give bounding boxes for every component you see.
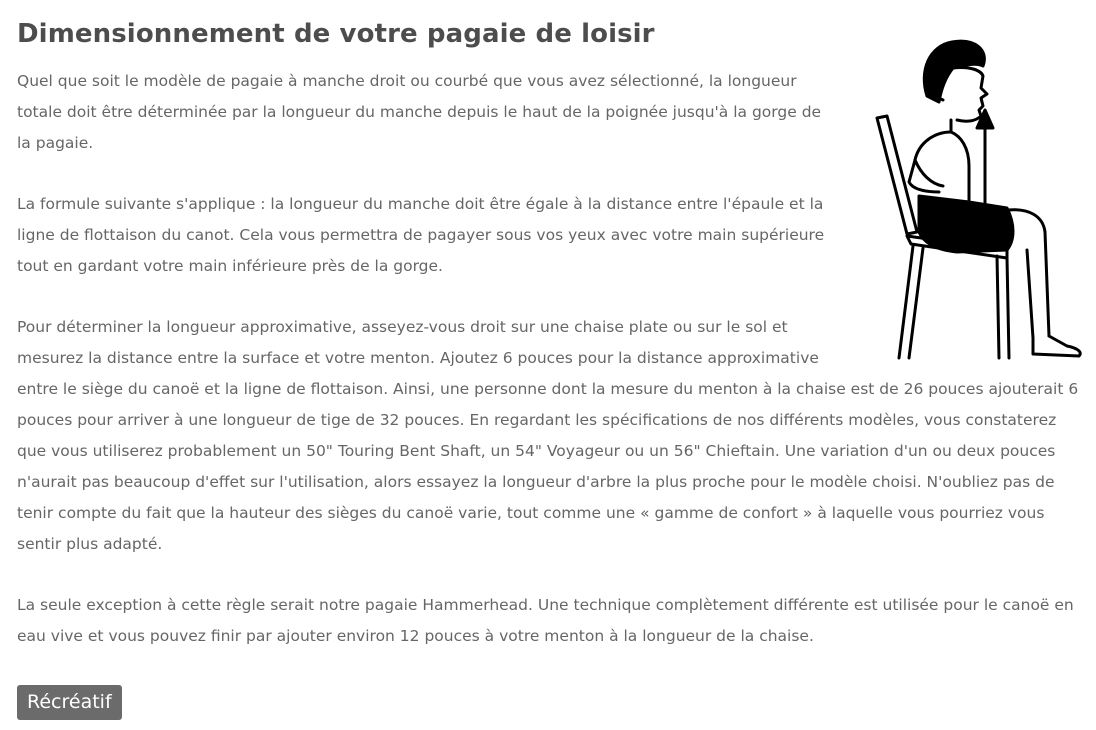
recreatif-tag-link[interactable]: Récréatif bbox=[17, 685, 122, 720]
page-title: Dimensionnement de votre pagaie de loisir bbox=[17, 19, 655, 49]
paragraph-1: Quel que soit le modèle de pagaie à manche droit ou courbé que vous avez sélectionné, la longueur totale doit être déterminée par la longueur du manche depuis le haut de la poignée jusqu'à la gorge de la pagaie. bbox=[17, 72, 822, 152]
article bbox=[17, 14, 1079, 720]
paragraph-3: Pour déterminer la longueur approximative, asseyez-vous droit sur une chaise plate ou sur le sol et mesurez la distance entre la surface et votre menton. Ajoutez 6 pouces pour la distance approximative entre le siège du canoë et la ligne de flottaison. Ainsi, une personne dont la mesure du menton à la chaise est de 26 pouces ajouterait 6 pouces pour arriver à une longueur de tige de 32 pouces. En regardant les spécifications de nos différents modèles, vous constaterez que vous utiliserez probablement un 50" Touring Bent Shaft, un 54" Voyageur ou un 56" Chieftain. Une variation d'un ou deux pouces n'aurait pas beaucoup d'effet sur l'utilisation, alors essayez la longueur d'arbre la plus proche pour le modèle choisi. N'oubliez pas de tenir compte du fait que la hauteur des sièges du canoë varie, tout comme une « gamme de confort » à laquelle vous pourriez vous sentir plus adapté. bbox=[17, 318, 1079, 553]
paragraph-2: La formule suivante s'applique : la longueur du manche doit être égale à la distance entre l'épaule et la ligne de flottaison du canot. Cela vous permettra de pagayer sous vos yeux avec votre main supérieure tout en gardant votre main inférieure près de la gorge. bbox=[17, 195, 825, 275]
seated-person-measurement-icon bbox=[857, 36, 1087, 366]
paragraph-4: La seule exception à cette règle serait notre pagaie Hammerhead. Une technique complètement différente est utilisée pour le canoë en eau vive et vous pouvez finir par ajouter environ 12 pouces à votre menton à la longueur de la chaise. bbox=[17, 596, 1074, 645]
